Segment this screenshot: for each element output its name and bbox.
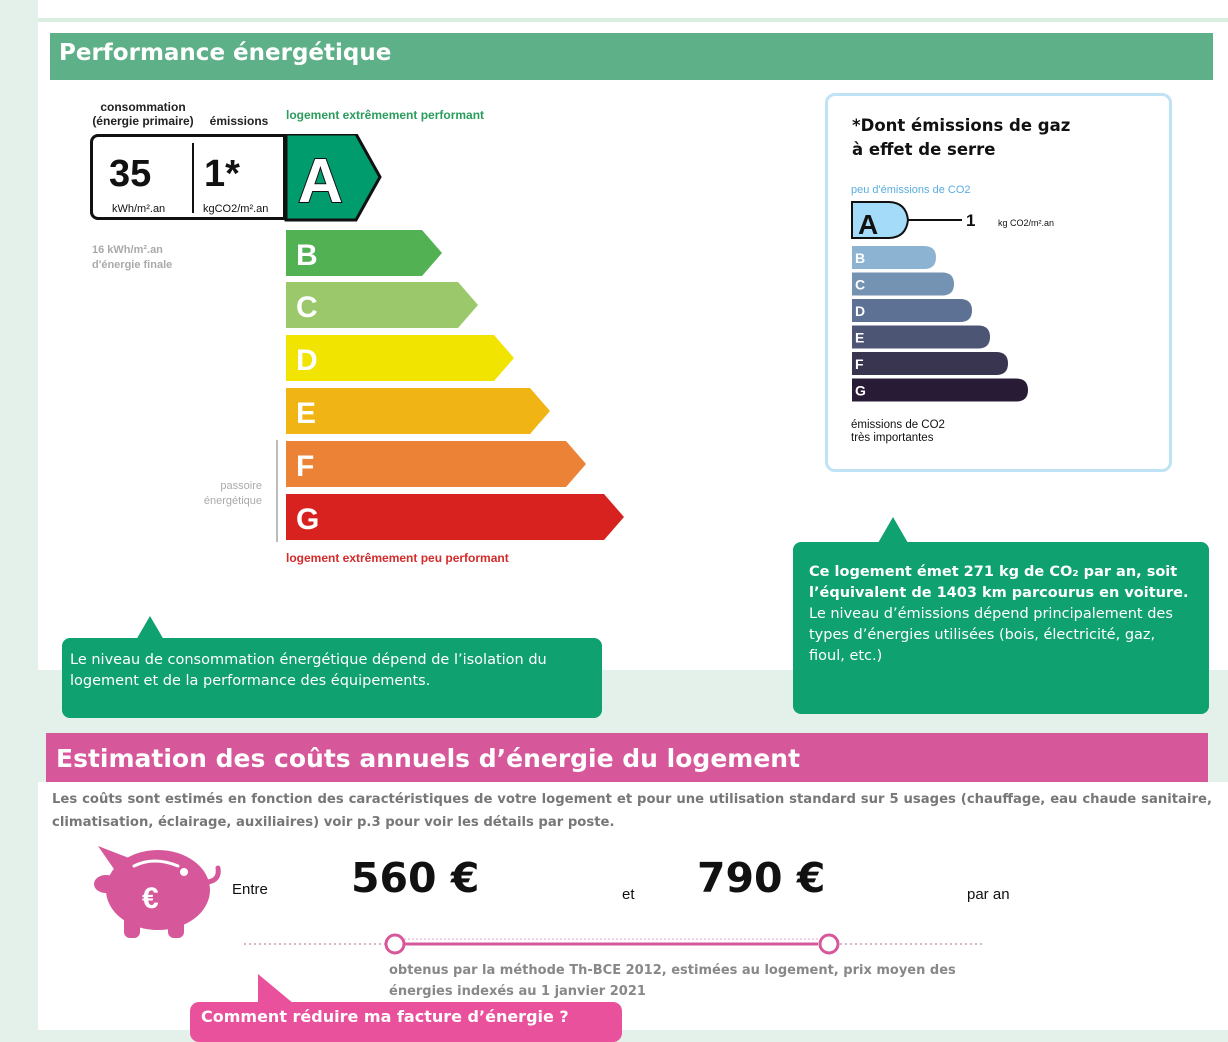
per-year-label: par an <box>967 886 1010 903</box>
energy-class-c-letter: C <box>296 291 318 324</box>
ges-unit: kg CO2/m².an <box>998 218 1055 228</box>
max-cost: 790 € <box>697 854 826 902</box>
value-box <box>90 134 286 220</box>
costs-section-title: Estimation des coûts annuels d’énergie du logement <box>46 733 1208 782</box>
max-cost-marker <box>820 935 838 953</box>
min-cost-marker <box>386 935 404 953</box>
ges-class-f-letter: F <box>855 356 864 372</box>
consumption-label-line2: (énergie primaire) <box>92 114 194 128</box>
ges-bottom-line2: très importantes <box>851 432 934 444</box>
ges-class-e-bar <box>852 326 990 349</box>
min-cost: 560 € <box>351 854 480 902</box>
emissions-unit: kgCO2/m².an <box>203 203 269 215</box>
bubble-right <box>793 542 1209 714</box>
bubble-right-bold-text: Ce logement émet 271 kg de CO₂ par an, soit l’équivalent de 1403 km parcourus en voiture. <box>809 564 1189 601</box>
consumption-value: 35 <box>109 153 152 195</box>
final-energy-line2: d'énergie finale <box>92 259 173 271</box>
top-divider <box>38 18 1228 22</box>
method-note: obtenus par la méthode Th-BCE 2012, estimées au logement, prix moyen des énergies indexés au 1 janvier 2021 <box>389 963 956 999</box>
energy-class-scale <box>284 134 664 544</box>
reduce-bill-bubble[interactable]: Comment réduire ma facture d’énergie ? <box>190 1002 622 1042</box>
ges-class-c-bar <box>852 273 954 296</box>
bubble-left-pointer <box>136 616 164 640</box>
ges-title-line2: à effet de serre <box>852 140 996 159</box>
ges-box <box>825 93 1172 472</box>
value-box-separator <box>192 143 194 213</box>
ges-class-d-letter: D <box>855 303 866 319</box>
top-performance-label: logement extrêmement performant <box>286 108 485 122</box>
bottom-performance-label: logement extrêmement peu performant <box>286 551 509 565</box>
ges-class-g-letter: G <box>855 382 866 399</box>
ges-class-a-letter: A <box>858 209 879 240</box>
ges-title-line1: *Dont émissions de gaz <box>852 116 1071 135</box>
reduce-bubble-pointer <box>254 974 294 1004</box>
ges-class-scale <box>848 200 1098 410</box>
bubble-left <box>62 638 602 718</box>
final-energy-line1: 16 kWh/m².an <box>92 244 163 256</box>
bubble-right-text: Le niveau d’émissions dépend principalement des types d’énergies utilisées (bois, électricité, gaz, fioul, etc.) <box>809 606 1173 664</box>
and-label: et <box>622 886 635 903</box>
costs-description: Les coûts sont estimés en fonction des caractéristiques de votre logement et pour une utilisation standard sur 5 usages (chauffage, eau chaude sanitaire, climatisation, éclairage, auxiliaires) voir p.3 pour voir les détails par poste. <box>52 792 1212 830</box>
consumption-unit: kWh/m².an <box>112 203 166 215</box>
ges-top-label: peu d'émissions de CO2 <box>851 184 971 196</box>
cost-range-bar <box>240 932 985 956</box>
ges-value: 1 <box>966 211 976 230</box>
bubble-right-pointer <box>878 517 908 543</box>
energy-class-e-bar <box>286 388 550 434</box>
passoire-line1: passoire <box>220 480 262 492</box>
emissions-label: émissions <box>209 114 269 128</box>
energy-class-g-bar <box>286 494 624 540</box>
svg-text:€: € <box>142 882 159 915</box>
ges-class-c-letter: C <box>855 276 866 293</box>
passoire-label <box>180 479 262 509</box>
consumption-label <box>78 100 208 128</box>
ges-class-b-letter: B <box>855 250 866 266</box>
ges-class-g-bar <box>852 379 1028 402</box>
energy-class-e-letter: E <box>296 397 317 430</box>
bubble-left-text: Le niveau de consommation énergétique dépend de l’isolation du logement et de la performance des équipements. <box>70 652 547 689</box>
energy-class-b-letter: B <box>296 239 318 272</box>
energy-class-f-bar <box>286 441 586 487</box>
consumption-label-line1: consommation <box>100 100 186 114</box>
ges-class-e-letter: E <box>855 329 865 346</box>
final-energy-note <box>92 243 172 273</box>
ges-title <box>852 114 1070 162</box>
passoire-line2: énergétique <box>203 495 262 507</box>
energy-class-f-letter: F <box>296 450 315 483</box>
emissions-value: 1* <box>204 153 240 195</box>
energy-class-d-letter: D <box>296 344 318 377</box>
energy-class-g-letter: G <box>296 503 320 536</box>
piggy-bank-euro-icon <box>84 838 224 942</box>
ges-class-d-bar <box>852 299 972 322</box>
energy-class-a-letter: A <box>298 147 343 216</box>
energy-class-d-bar <box>286 335 514 381</box>
ges-class-f-bar <box>852 352 1008 375</box>
ges-bottom-line1: émissions de CO2 <box>851 419 945 431</box>
ges-bottom-label <box>851 419 945 445</box>
passoire-bracket <box>276 440 278 542</box>
between-label: Entre <box>232 881 268 898</box>
energy-section-title: Performance énergétique <box>50 33 1213 80</box>
